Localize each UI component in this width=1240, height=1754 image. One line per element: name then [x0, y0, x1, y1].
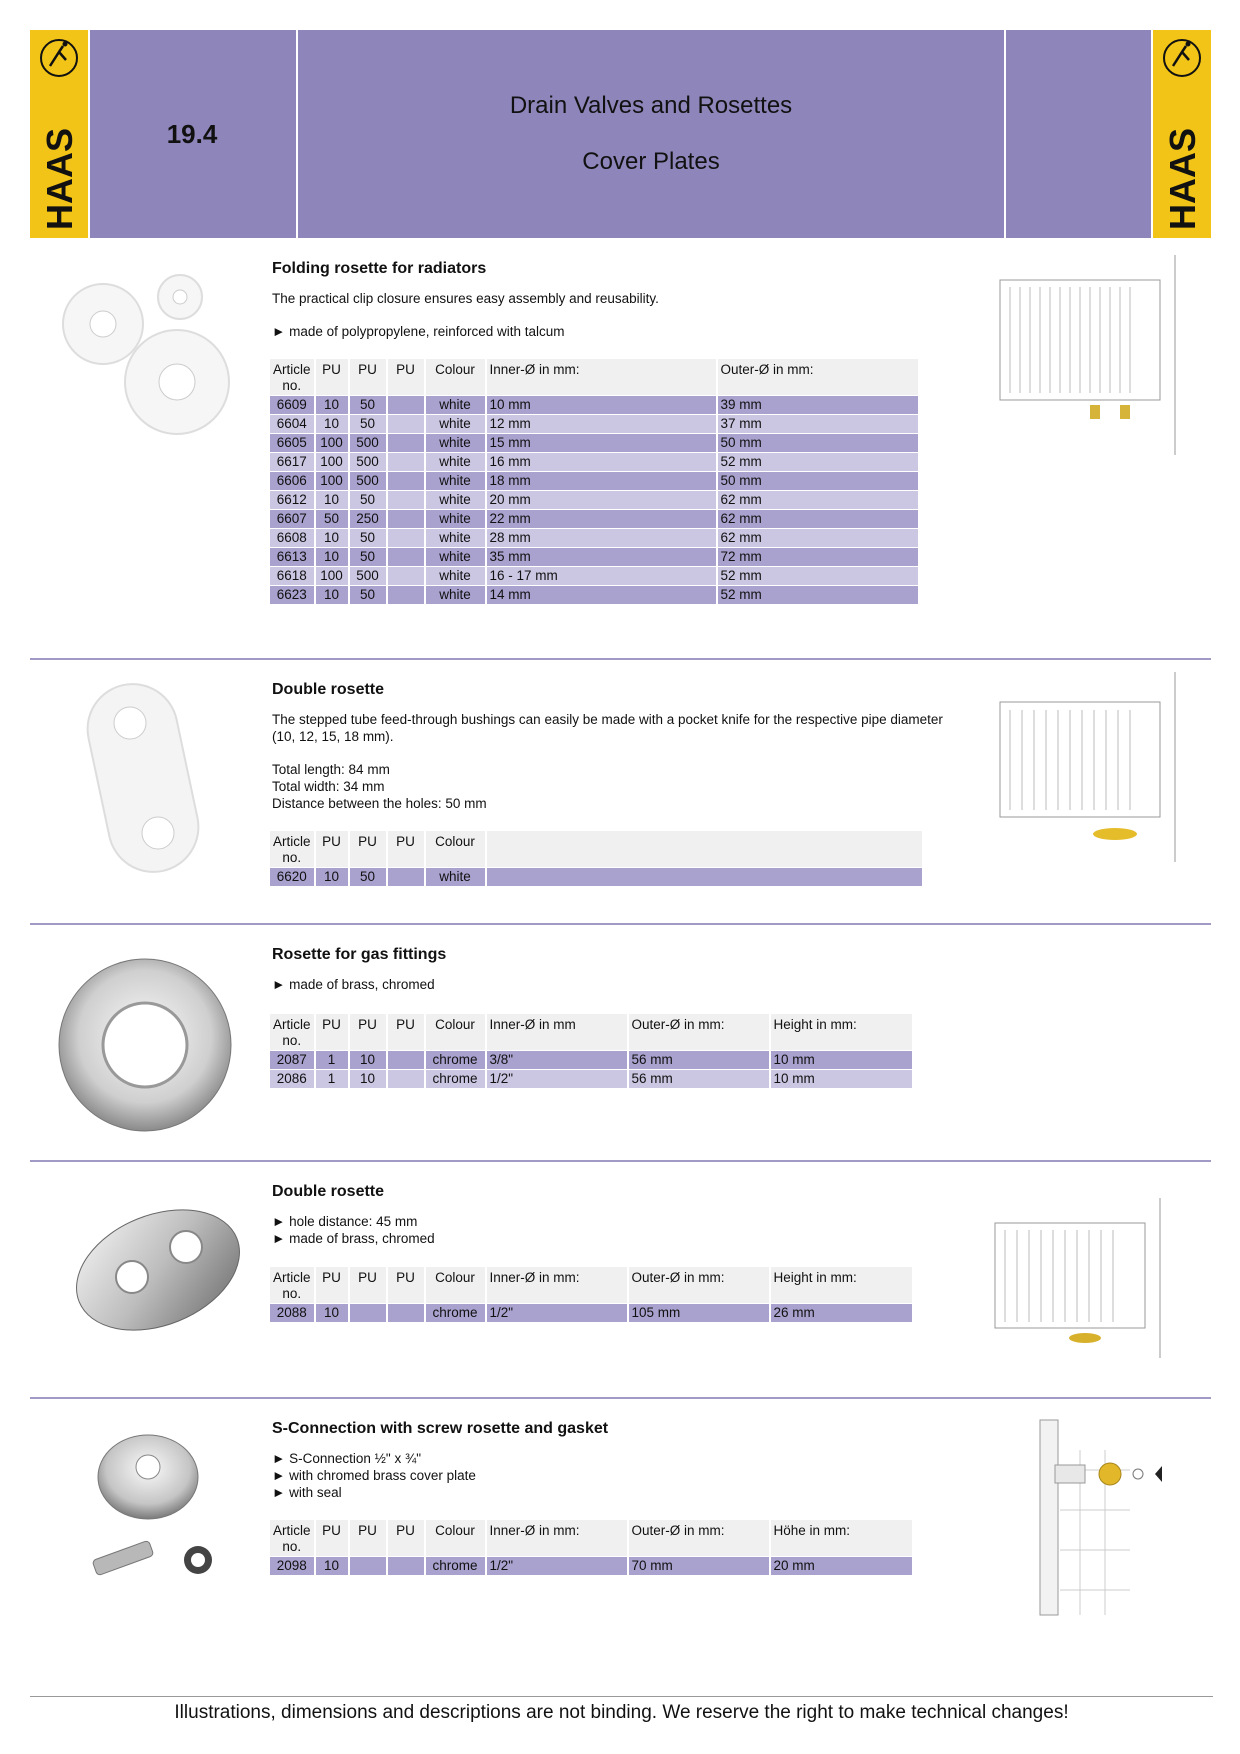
bullet: ► S-Connection ½" x ¾": [272, 1451, 422, 1466]
table-cell: white: [426, 548, 485, 566]
product-title: Folding rosette for radiators: [272, 260, 487, 277]
table-header: [270, 1520, 912, 1556]
spec-table: [268, 830, 924, 887]
footer-divider: [30, 1696, 1213, 1697]
table-header: [270, 359, 918, 395]
table-cell: [388, 529, 424, 547]
col-header: Height in mm:: [771, 1267, 912, 1303]
table-cell: [487, 868, 922, 886]
table-cell: 70 mm: [629, 1557, 769, 1575]
product-description: [272, 976, 952, 993]
radiator-illustration: [985, 1198, 1175, 1358]
table-cell: 62 mm: [718, 491, 918, 509]
product-title: Rosette for gas fittings: [272, 946, 447, 963]
table-header: [270, 1014, 912, 1050]
table-cell: white: [426, 510, 485, 528]
table-cell: [388, 1557, 424, 1575]
table-cell: 10 mm: [487, 396, 716, 414]
col-header: Outer-Ø in mm:: [629, 1014, 769, 1050]
col-header: PU: [388, 359, 424, 395]
table-cell: 62 mm: [718, 529, 918, 547]
table-cell: 26 mm: [771, 1304, 912, 1322]
col-header: Höhe in mm:: [771, 1520, 912, 1556]
col-header: PU: [350, 1267, 386, 1303]
table-cell: white: [426, 453, 485, 471]
col-header: PU: [388, 831, 424, 867]
logo-text: HAAS: [1162, 127, 1203, 230]
description-text: The practical clip closure ensures easy assembly and reusability.: [272, 291, 659, 306]
table-cell: chrome: [426, 1304, 485, 1322]
table-cell: 1: [316, 1070, 348, 1088]
col-header: PU: [316, 831, 348, 867]
section-divider: [30, 658, 1211, 660]
table-cell: 10: [316, 586, 348, 604]
col-header: Article no.: [270, 1014, 314, 1050]
page-title: Drain Valves and Rosettes: [509, 92, 793, 119]
product-title: Double rosette: [272, 1183, 385, 1200]
table-cell: 10: [316, 491, 348, 509]
table-row: [270, 868, 922, 886]
col-header: PU: [316, 1520, 348, 1556]
table-cell: white: [426, 868, 485, 886]
table-cell: 1: [316, 1051, 348, 1069]
section-number: 19.4: [166, 119, 218, 149]
folding-rosette-image: [55, 262, 245, 452]
table-cell: [388, 434, 424, 452]
table-cell: white: [426, 586, 485, 604]
table-cell: 50: [350, 548, 386, 566]
table-cell: 10: [316, 415, 348, 433]
table-cell: 2098: [270, 1557, 314, 1575]
table-cell: 39 mm: [718, 396, 918, 414]
table-row: [270, 586, 918, 604]
table-row: [270, 396, 918, 414]
table-cell: 12 mm: [487, 415, 716, 433]
col-header: Inner-Ø in mm:: [487, 1267, 627, 1303]
table-cell: 6620: [270, 868, 314, 886]
table-row: [270, 567, 918, 585]
table-cell: 1/2": [487, 1070, 627, 1088]
table-cell: 16 - 17 mm: [487, 567, 716, 585]
table-cell: [388, 868, 424, 886]
table-cell: 50: [350, 415, 386, 433]
col-header: PU: [316, 1014, 348, 1050]
table-cell: 50: [350, 529, 386, 547]
section-divider: [30, 923, 1211, 925]
col-header: Colour: [426, 1267, 485, 1303]
col-header: Article no.: [270, 831, 314, 867]
divider: [1004, 30, 1006, 238]
table-cell: 2088: [270, 1304, 314, 1322]
bullet: ► made of polypropylene, reinforced with talcum: [272, 324, 565, 339]
table-cell: 18 mm: [487, 472, 716, 490]
table-cell: 20 mm: [771, 1557, 912, 1575]
table-cell: 52 mm: [718, 586, 918, 604]
table-cell: 52 mm: [718, 453, 918, 471]
logo-text: HAAS: [39, 127, 80, 230]
bullet: ► hole distance: 45 mm: [272, 1214, 418, 1229]
product-title: S-Connection with screw rosette and gasket: [272, 1420, 609, 1437]
col-header: Article no.: [270, 359, 314, 395]
table-row: [270, 434, 918, 452]
spec-table: [268, 1266, 914, 1323]
table-cell: white: [426, 472, 485, 490]
table-cell: 500: [350, 453, 386, 471]
section-divider: [30, 1160, 1211, 1162]
table-cell: 50 mm: [718, 434, 918, 452]
col-header: Colour: [426, 831, 485, 867]
table-cell: [388, 510, 424, 528]
table-cell: white: [426, 396, 485, 414]
table-cell: 28 mm: [487, 529, 716, 547]
table-cell: 6609: [270, 396, 314, 414]
table-cell: 6605: [270, 434, 314, 452]
table-cell: 37 mm: [718, 415, 918, 433]
table-cell: [388, 1051, 424, 1069]
table-cell: 56 mm: [629, 1051, 769, 1069]
table-cell: chrome: [426, 1051, 485, 1069]
spec-table: [268, 1519, 914, 1576]
radiator-illustration: [990, 255, 1180, 455]
divider: [296, 30, 298, 238]
table-row: [270, 1557, 912, 1575]
table-cell: [388, 567, 424, 585]
table-cell: [388, 1070, 424, 1088]
table-cell: 6623: [270, 586, 314, 604]
col-header: Colour: [426, 1014, 485, 1050]
table-cell: white: [426, 529, 485, 547]
table-cell: [388, 453, 424, 471]
table-cell: 500: [350, 567, 386, 585]
table-cell: chrome: [426, 1557, 485, 1575]
table-cell: 100: [316, 453, 348, 471]
table-cell: [350, 1304, 386, 1322]
product-description: [272, 1450, 952, 1501]
table-cell: 20 mm: [487, 491, 716, 509]
table-cell: 100: [316, 434, 348, 452]
col-header: PU: [388, 1267, 424, 1303]
bullet: ► made of brass, chromed: [272, 977, 435, 992]
footer-disclaimer: Illustrations, dimensions and descriptions are not binding. We reserve the right to make technical changes!: [174, 1702, 1069, 1723]
table-cell: 50 mm: [718, 472, 918, 490]
table-cell: 3/8": [487, 1051, 627, 1069]
table-cell: 2087: [270, 1051, 314, 1069]
table-cell: 50: [316, 510, 348, 528]
table-cell: [388, 491, 424, 509]
table-cell: 72 mm: [718, 548, 918, 566]
gas-rosette-image: [55, 955, 235, 1135]
table-cell: 2086: [270, 1070, 314, 1088]
table-cell: 6604: [270, 415, 314, 433]
table-cell: 6612: [270, 491, 314, 509]
col-header: Outer-Ø in mm:: [629, 1520, 769, 1556]
col-header: PU: [316, 359, 348, 395]
table-row: [270, 548, 918, 566]
table-cell: white: [426, 415, 485, 433]
table-row: [270, 1051, 912, 1069]
table-cell: 10 mm: [771, 1051, 912, 1069]
table-cell: 10: [316, 868, 348, 886]
table-cell: [388, 1304, 424, 1322]
table-cell: [388, 396, 424, 414]
bullet: ► with seal: [272, 1485, 342, 1500]
table-cell: 50: [350, 396, 386, 414]
col-header: PU: [350, 1014, 386, 1050]
table-cell: 10: [316, 548, 348, 566]
description-text: The stepped tube feed-through bushings can easily be made with a pocket knife for the respective pipe diameter (10, 12, 15, 18 mm).: [272, 712, 947, 744]
table-cell: 22 mm: [487, 510, 716, 528]
table-cell: 6606: [270, 472, 314, 490]
table-cell: white: [426, 567, 485, 585]
col-header: Height in mm:: [771, 1014, 912, 1050]
section-divider: [30, 1397, 1211, 1399]
table-cell: 16 mm: [487, 453, 716, 471]
radiator-illustration: [990, 672, 1180, 862]
table-cell: 500: [350, 434, 386, 452]
table-row: [270, 472, 918, 490]
col-header: Inner-Ø in mm:: [487, 1520, 627, 1556]
table-cell: 10: [316, 1557, 348, 1575]
table-cell: [388, 415, 424, 433]
bullet: ► with chromed brass cover plate: [272, 1468, 476, 1483]
bullet: ► made of brass, chromed: [272, 1231, 435, 1246]
product-title: Double rosette: [272, 681, 385, 698]
table-cell: 250: [350, 510, 386, 528]
table-cell: 56 mm: [629, 1070, 769, 1088]
table-cell: 100: [316, 472, 348, 490]
col-header: [487, 831, 922, 867]
detail-line: Total length: 84 mm: [272, 762, 390, 777]
table-row: [270, 491, 918, 509]
table-cell: 1/2": [487, 1557, 627, 1575]
table-cell: 10 mm: [771, 1070, 912, 1088]
table-cell: 500: [350, 472, 386, 490]
col-header: Colour: [426, 1520, 485, 1556]
table-header: [270, 831, 922, 867]
table-cell: 50: [350, 868, 386, 886]
product-description: [272, 711, 952, 812]
col-header: PU: [350, 831, 386, 867]
table-cell: 50: [350, 586, 386, 604]
spec-table: [268, 1013, 914, 1089]
table-row: [270, 453, 918, 471]
table-cell: white: [426, 491, 485, 509]
product-description: [272, 290, 952, 340]
col-header: Outer-Ø in mm:: [718, 359, 918, 395]
col-header: Outer-Ø in mm:: [629, 1267, 769, 1303]
table-cell: 52 mm: [718, 567, 918, 585]
table-cell: white: [426, 434, 485, 452]
col-header: PU: [388, 1014, 424, 1050]
col-header: PU: [388, 1520, 424, 1556]
table-header: [270, 1267, 912, 1303]
page-subtitle: Cover Plates: [582, 148, 720, 175]
haas-logo-left: [30, 30, 88, 238]
table-cell: [388, 548, 424, 566]
haas-logo-right: [1153, 30, 1211, 238]
table-cell: [350, 1557, 386, 1575]
product-description: [272, 1213, 952, 1247]
table-row: [270, 415, 918, 433]
table-cell: chrome: [426, 1070, 485, 1088]
table-cell: 10: [316, 529, 348, 547]
detail-line: Total width: 34 mm: [272, 779, 385, 794]
col-header: Inner-Ø in mm:: [487, 359, 716, 395]
double-rosette-chrome-image: [70, 1195, 245, 1345]
table-row: [270, 510, 918, 528]
table-cell: 6608: [270, 529, 314, 547]
table-cell: 10: [350, 1051, 386, 1069]
s-connection-image: [78, 1432, 228, 1602]
table-cell: 10: [316, 1304, 348, 1322]
col-header: PU: [316, 1267, 348, 1303]
col-header: Article no.: [270, 1267, 314, 1303]
table-cell: [388, 472, 424, 490]
table-cell: 62 mm: [718, 510, 918, 528]
table-row: [270, 1304, 912, 1322]
wall-connection-illustration: [1000, 1410, 1175, 1625]
col-header: PU: [350, 1520, 386, 1556]
table-cell: 100: [316, 567, 348, 585]
table-cell: 6607: [270, 510, 314, 528]
table-cell: 1/2": [487, 1304, 627, 1322]
table-cell: 6617: [270, 453, 314, 471]
table-cell: 10: [316, 396, 348, 414]
col-header: Article no.: [270, 1520, 314, 1556]
table-cell: 14 mm: [487, 586, 716, 604]
col-header: PU: [350, 359, 386, 395]
table-cell: 50: [350, 491, 386, 509]
table-cell: 6613: [270, 548, 314, 566]
table-row: [270, 529, 918, 547]
table-cell: 105 mm: [629, 1304, 769, 1322]
table-cell: 35 mm: [487, 548, 716, 566]
col-header: Colour: [426, 359, 485, 395]
table-cell: 15 mm: [487, 434, 716, 452]
page-header: [30, 30, 1211, 238]
table-row: [270, 1070, 912, 1088]
table-cell: [388, 586, 424, 604]
col-header: Inner-Ø in mm: [487, 1014, 627, 1050]
table-cell: 6618: [270, 567, 314, 585]
table-cell: 10: [350, 1070, 386, 1088]
detail-line: Distance between the holes: 50 mm: [272, 796, 487, 811]
double-rosette-white-image: [78, 678, 228, 878]
spec-table: [268, 358, 920, 605]
